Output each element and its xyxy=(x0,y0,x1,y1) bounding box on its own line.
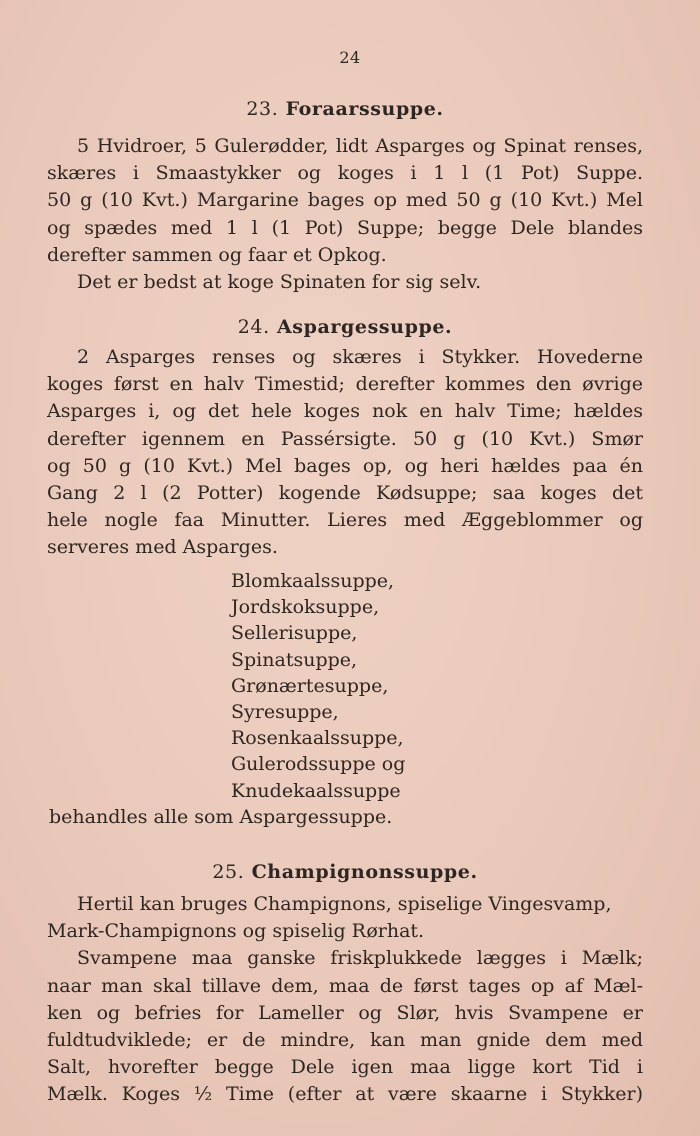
text-line: derefter igennem en Passérsigte. 50 g (10 Kvt.) Smør xyxy=(47,427,643,450)
text-line: Gang 2 l (2 Potter) kogende Kødsuppe; saa koges det xyxy=(47,482,643,505)
text-line: naar man skal tillave dem, maa de først tages op af Mæl- xyxy=(47,974,643,997)
list-item: Syresuppe, xyxy=(231,701,339,724)
recipe-text-24 xyxy=(47,344,643,562)
list-item: Spinatsuppe, xyxy=(231,648,358,671)
recipe-heading xyxy=(47,98,643,120)
page-number: 24 xyxy=(339,48,361,67)
text-line: serveres med Asparges. xyxy=(47,536,278,559)
text-line: Hertil kan bruges Champignons, spiselige Vingesvamp, xyxy=(77,893,612,915)
recipe-section-23 xyxy=(47,98,643,120)
recipe-heading xyxy=(47,316,643,338)
list-item: Blomkaalssuppe, xyxy=(231,570,395,592)
recipe-text-23 xyxy=(47,133,643,296)
list-item: Sellerisuppe, xyxy=(231,622,358,645)
list-item: Knudekaalssuppe xyxy=(231,779,401,802)
text-line: Mark-Champignons og spiselig Rørhat. xyxy=(47,920,425,943)
recipe-section-24 xyxy=(47,316,643,338)
text-line: 50 g (10 Kvt.) Margarine bages op med 50 g (10 Kvt.) Mel xyxy=(47,189,643,212)
text-line: og spædes med 1 l (1 Pot) Suppe; begge Dele blandes xyxy=(47,216,643,239)
list-item: Gulerodssuppe og xyxy=(231,753,406,776)
text-line: hele nogle faa Minutter. Lieres med Æggeblommer og xyxy=(47,509,643,532)
recipe-heading xyxy=(47,861,643,883)
recipe-section-25 xyxy=(47,861,643,883)
text-line: derefter sammen og faar et Opkog. xyxy=(47,243,387,266)
text-line: skæres i Smaastykker og koges i 1 l (1 Pot) Suppe. xyxy=(47,162,643,185)
text-line: 2 Asparges renses og skæres i Stykker. Hovederne xyxy=(77,346,643,368)
recipe-text-25 xyxy=(47,891,643,1109)
recipe-number: 24. xyxy=(237,316,270,338)
text-line: Salt, hvorefter begge Dele igen maa ligge kort Tid i xyxy=(47,1056,643,1079)
text-line: Det er bedst at koge Spinaten for sig selv. xyxy=(77,271,482,294)
recipe-number: 23. xyxy=(246,98,279,120)
text-line: 5 Hvidroer, 5 Gulerødder, lidt Asparges og Spinat renses, xyxy=(77,135,643,157)
recipe-title: Champignonssuppe. xyxy=(251,861,478,883)
text-line: Mælk. Koges ½ Time (efter at være skaarne i Stykker) xyxy=(47,1083,643,1106)
text-line: Asparges i, og det hele koges nok en halv Time; hældes xyxy=(47,400,643,423)
list-item: Jordskoksuppe, xyxy=(231,596,380,619)
closing-line: behandles alle som Aspargessuppe. xyxy=(49,806,393,828)
text-line: Svampene maa ganske friskplukkede lægges i Mælk; xyxy=(77,947,643,970)
text-line: og 50 g (10 Kvt.) Mel bages op, og heri hældes paa én xyxy=(47,454,643,477)
recipe-title: Foraarssuppe. xyxy=(285,98,444,120)
recipe-title: Aspargessuppe. xyxy=(276,316,453,338)
text-line: ken og befries for Lameller og Slør, hvis Svampene er xyxy=(47,1001,643,1024)
recipe-number: 25. xyxy=(212,861,245,883)
list-item: Rosenkaalssuppe, xyxy=(231,727,404,750)
list-item: Grønærtesuppe, xyxy=(231,674,389,697)
soup-variants-list xyxy=(231,568,405,804)
text-line: fuldtudviklede; er de mindre, kan man gnide dem med xyxy=(47,1029,643,1052)
text-line: koges først en halv Timestid; derefter kommes den øvrige xyxy=(47,373,643,396)
